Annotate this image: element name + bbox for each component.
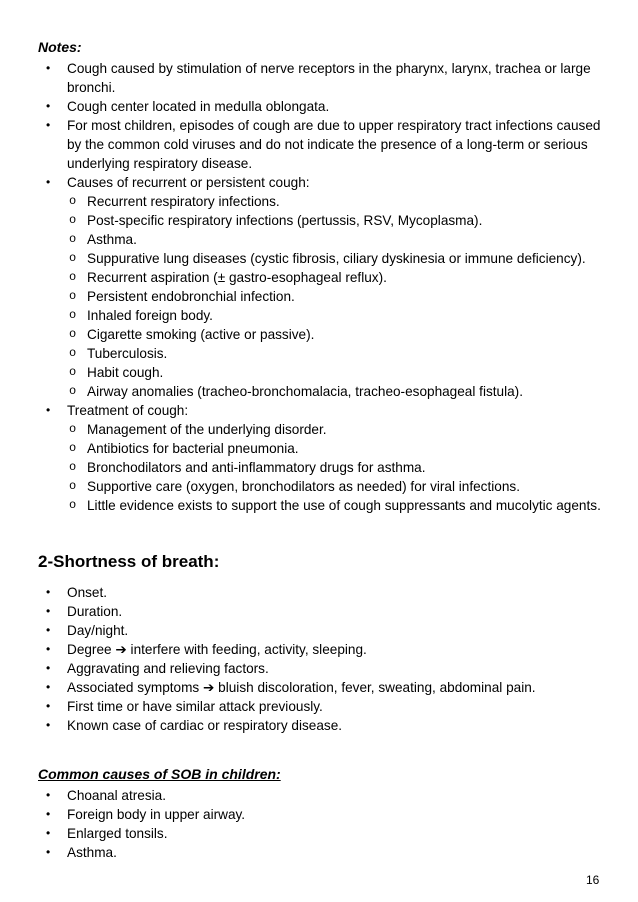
list-item: [38, 583, 608, 602]
list-item-text: Tuberculosis.: [87, 346, 168, 361]
list-item-text: Treatment of cough:: [67, 403, 189, 418]
bullet-icon: •: [46, 403, 51, 417]
list-item: [38, 116, 608, 173]
sub-list-item: [38, 458, 608, 477]
sub-list-item: [38, 477, 608, 496]
list-item: [38, 640, 608, 659]
list-item-text: Known case of cardiac or respiratory disease.: [67, 718, 343, 733]
sub-list-item: [38, 268, 608, 287]
arrow-right-icon: ➔: [115, 642, 127, 657]
list-item: [38, 173, 608, 192]
sub-bullet-icon: o: [69, 232, 77, 246]
sub-bullet-icon: o: [69, 479, 77, 493]
list-item-text: Recurrent respiratory infections.: [87, 194, 280, 209]
sub-list-item: [38, 249, 608, 268]
list-item-text: Duration.: [67, 604, 123, 619]
bullet-icon: •: [46, 718, 51, 732]
list-item-text: Day/night.: [67, 623, 129, 638]
list-item: [38, 97, 608, 116]
list-item-text: Degree: [67, 642, 112, 657]
sub-bullet-icon: o: [69, 365, 77, 379]
sub-list-item: [38, 192, 608, 211]
list-item-text: Antibiotics for bacterial pneumonia.: [87, 441, 299, 456]
list-item-text: Airway anomalies (tracheo-bronchomalacia, tracheo-esophageal fistula).: [87, 384, 523, 399]
sub-bullet-icon: o: [69, 251, 77, 265]
list-item-text: Choanal atresia.: [67, 788, 166, 803]
bullet-icon: •: [46, 585, 51, 599]
sub-bullet-icon: o: [69, 270, 77, 284]
sub-bullet-icon: o: [69, 346, 77, 360]
list-item-text: interfere with feeding, activity, sleeping.: [130, 642, 367, 657]
list-item: [38, 621, 608, 640]
sub-list-item: [38, 420, 608, 439]
list-item-text: Foreign body in upper airway.: [67, 807, 246, 822]
sub-bullet-icon: o: [69, 460, 77, 474]
list-item-text: bluish discoloration, fever, sweating, abdominal pain.: [218, 680, 536, 695]
list-item-text: Persistent endobronchial infection.: [87, 289, 295, 304]
sub-bullet-icon: o: [69, 441, 77, 455]
bullet-icon: •: [46, 699, 51, 713]
common-causes-title: Common causes of SOB in children:: [38, 766, 281, 782]
sub-list-item: [38, 382, 608, 401]
list-item: [38, 824, 608, 843]
list-item-text: For most children, episodes of cough are due to upper respiratory tract infections caused by the common cold viruses and do not indicate the presence of a long-term or serious underlying respiratory disease.: [67, 118, 601, 171]
common-causes-list: [38, 786, 608, 862]
bullet-icon: •: [46, 175, 51, 189]
list-item: [38, 401, 608, 420]
sub-bullet-icon: o: [69, 498, 77, 512]
list-item-text: Aggravating and relieving factors.: [67, 661, 269, 676]
list-item-text: Bronchodilators and anti-inflammatory drugs for asthma.: [87, 460, 426, 475]
sub-bullet-icon: o: [69, 289, 77, 303]
bullet-icon: •: [46, 661, 51, 675]
bullet-icon: •: [46, 680, 51, 694]
sub-list-item: [38, 439, 608, 458]
sub-bullet-icon: o: [69, 308, 77, 322]
list-item-text: Post-specific respiratory infections (pertussis, RSV, Mycoplasma).: [87, 213, 483, 228]
list-item-text: Management of the underlying disorder.: [87, 422, 327, 437]
sub-bullet-icon: o: [69, 422, 77, 436]
list-item: [38, 716, 608, 735]
bullet-icon: •: [46, 807, 51, 821]
list-item-text: Asthma.: [67, 845, 117, 860]
list-item-text: Cigarette smoking (active or passive).: [87, 327, 315, 342]
sub-bullet-icon: o: [69, 194, 77, 208]
bullet-icon: •: [46, 623, 51, 637]
list-item-text: Cough center located in medulla oblongata.: [67, 99, 330, 114]
list-item-text: Habit cough.: [87, 365, 164, 380]
sub-bullet-icon: o: [69, 213, 77, 227]
list-item: [38, 786, 608, 805]
list-item-text: Associated symptoms: [67, 680, 200, 695]
sub-list-item: [38, 363, 608, 382]
list-item-text: Suppurative lung diseases (cystic fibrosis, ciliary dyskinesia or immune deficiency).: [87, 251, 586, 266]
bullet-icon: •: [46, 788, 51, 802]
list-item: [38, 678, 608, 697]
bullet-icon: •: [46, 118, 51, 132]
list-item: [38, 59, 608, 97]
notes-title: Notes:: [38, 39, 82, 55]
sub-list-item: [38, 211, 608, 230]
list-item-text: First time or have similar attack previously.: [67, 699, 323, 714]
arrow-right-icon: ➔: [203, 680, 215, 695]
sub-list-item: [38, 306, 608, 325]
bullet-icon: •: [46, 642, 51, 656]
list-item-text: Cough caused by stimulation of nerve receptors in the pharynx, larynx, trachea or large bronchi.: [67, 61, 591, 95]
sub-list-item: [38, 230, 608, 249]
bullet-icon: •: [46, 61, 51, 75]
section-heading-shortness-of-breath: 2-Shortness of breath:: [38, 552, 220, 571]
bullet-icon: •: [46, 99, 51, 113]
list-item: [38, 843, 608, 862]
list-item-text: Enlarged tonsils.: [67, 826, 168, 841]
page-number: 16: [586, 873, 600, 887]
bullet-icon: •: [46, 604, 51, 618]
list-item-text: Little evidence exists to support the use of cough suppressants and mucolytic agents.: [87, 498, 601, 513]
list-item: [38, 602, 608, 621]
sub-bullet-icon: o: [69, 327, 77, 341]
bullet-icon: •: [46, 845, 51, 859]
list-item-text: Supportive care (oxygen, bronchodilators as needed) for viral infections.: [87, 479, 520, 494]
sob-list: [38, 583, 608, 735]
bullet-icon: •: [46, 826, 51, 840]
list-item-text: Inhaled foreign body.: [87, 308, 213, 323]
list-item-text: Onset.: [67, 585, 108, 600]
sub-bullet-icon: o: [69, 384, 77, 398]
list-item: [38, 805, 608, 824]
notes-list: [38, 59, 608, 515]
sub-list-item: [38, 344, 608, 363]
list-item-text: Causes of recurrent or persistent cough:: [67, 175, 310, 190]
list-item-text: Asthma.: [87, 232, 137, 247]
list-item-text: Recurrent aspiration (± gastro-esophageal reflux).: [87, 270, 387, 285]
sub-list-item: [38, 287, 608, 306]
list-item: [38, 659, 608, 678]
list-item: [38, 697, 608, 716]
sub-list-item: [38, 496, 608, 515]
sub-list-item: [38, 325, 608, 344]
